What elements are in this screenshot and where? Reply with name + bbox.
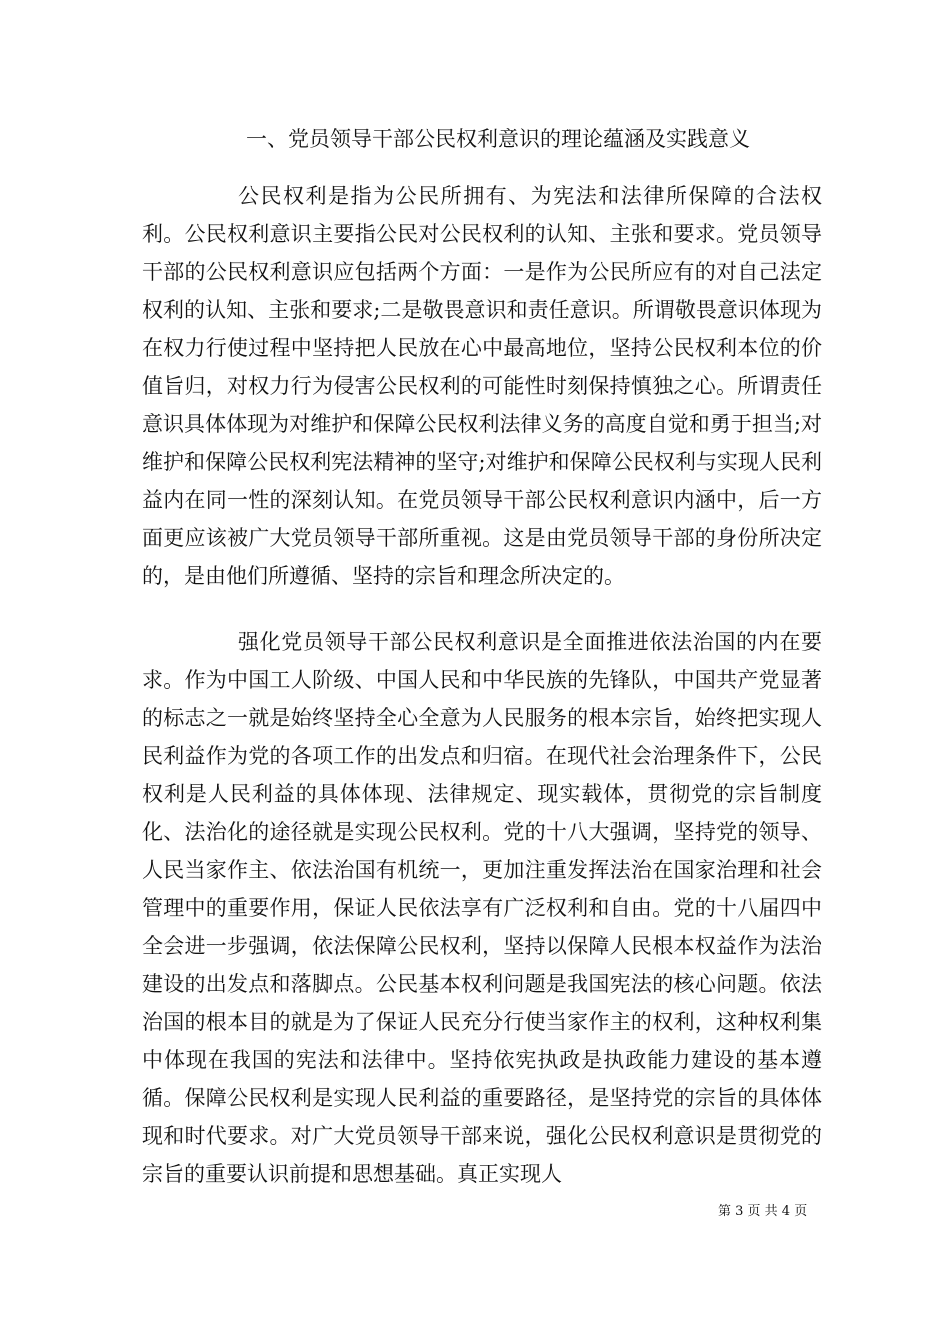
section-heading: 一、党员领导干部公民权利意识的理论蕴涵及实践意义 (246, 127, 750, 151)
paragraph-1: 公民权利是指为公民所拥有、为宪法和法律所保障的合法权利。公民权利意识主要指公民对公民权利的认知、主张和要求。党员领导干部的公民权利意识应包括两个方面：一是作为公民所应有的对自己法定权利的认知、主张和要求;二是敬畏意识和责任意识。所谓敬畏意识体现为在权力行使过程中坚持把人民放在心中最高地位，坚持公民权利本位的价值旨归，对权力行为侵害公民权利的可能性时刻保持慎独之心。所谓责任意识具体体现为对维护和保障公民权利法律义务的高度自觉和勇于担当;对维护和保障公民权利宪法精神的坚守;对维护和保障公民权利与实现人民利益内在同一性的深刻认知。在党员领导干部公民权利意识内涵中，后一方面更应该被广大党员领导干部所重视。这是由党员领导干部的身份所决定的，是由他们所遵循、坚持的宗旨和理念所决定的。 (142, 184, 822, 588)
page-number-footer: 第 3 页 共 4 页 (718, 1204, 808, 1219)
paragraph-2: 强化党员领导干部公民权利意识是全面推进依法治国的内在要求。作为中国工人阶级、中国人民和中华民族的先锋队，中国共产党显著的标志之一就是始终坚持全心全意为人民服务的根本宗旨，始终把实现人民利益作为党的各项工作的出发点和归宿。在现代社会治理条件下，公民权利是人民利益的具体体现、法律规定、现实载体，贯彻党的宗旨制度化、法治化的途径就是实现公民权利。党的十八大强调，坚持党的领导、人民当家作主、依法治国有机统一，更加注重发挥法治在国家治理和社会管理中的重要作用，保证人民依法享有广泛权利和自由。党的十八届四中全会进一步强调，依法保障公民权利，坚持以保障人民根本权益作为法治建设的出发点和落脚点。公民基本权利问题是我国宪法的核心问题。依法治国的根本目的就是为了保证人民充分行使当家作主的权利，这种权利集中体现在我国的宪法和法律中。坚持依宪执政是执政能力建设的基本遵循。保障公民权利是实现人民利益的重要路径，是坚持党的宗旨的具体体现和时代要求。对广大党员领导干部来说，强化公民权利意识是贯彻党的宗旨的重要认识前提和思想基础。真正实现人 (142, 630, 822, 1186)
